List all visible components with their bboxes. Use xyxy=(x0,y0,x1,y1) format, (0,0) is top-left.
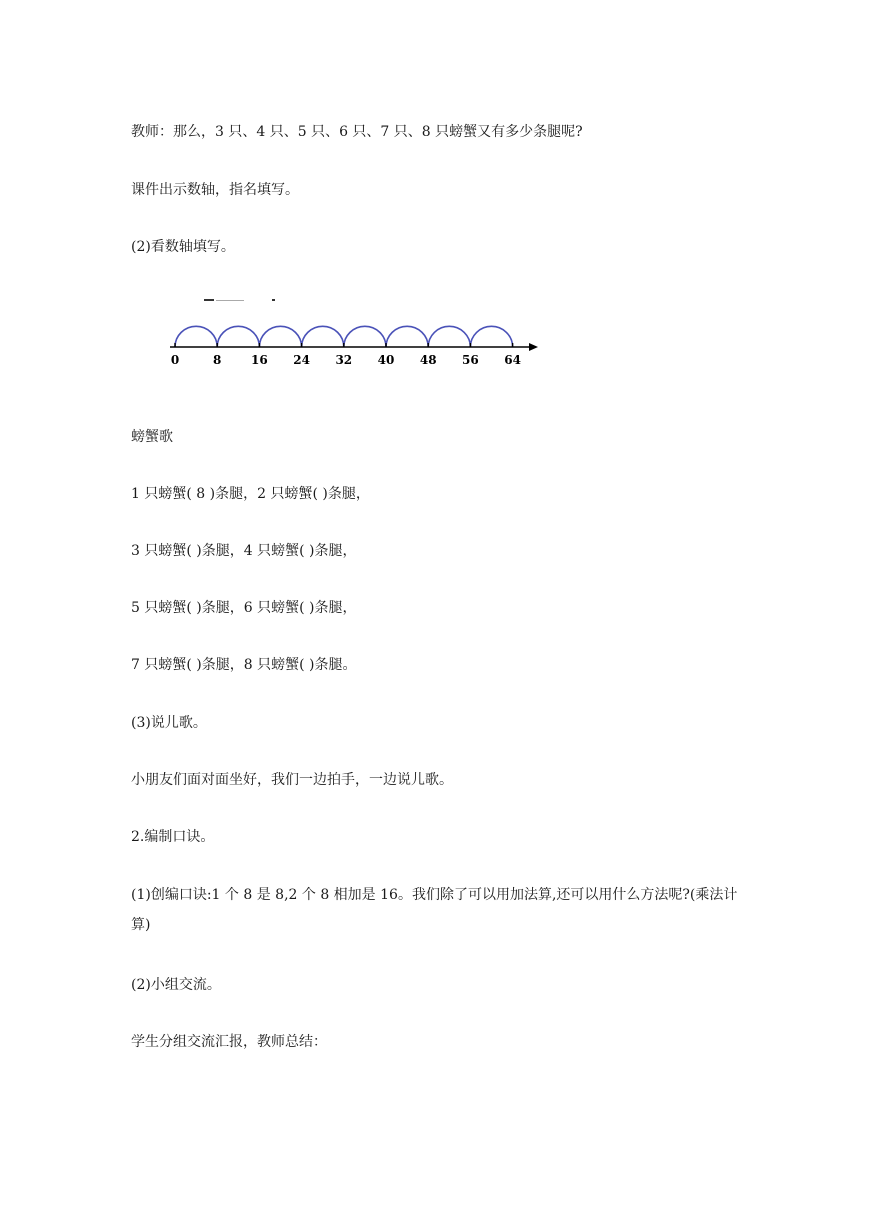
axis-arrow-icon xyxy=(529,343,538,351)
number-line-figure xyxy=(160,290,550,380)
jump-arc xyxy=(217,326,259,347)
jump-arc xyxy=(386,326,428,347)
section-heading: 2.编制口诀。 xyxy=(131,829,215,845)
tick-labels xyxy=(171,353,521,367)
number-line-header-mark xyxy=(204,299,275,301)
song-line-1: 1 只螃蟹( 8 )条腿，2 只螃蟹( )条腿， xyxy=(131,486,370,502)
tick-label: 56 xyxy=(462,353,479,367)
tick-label: 40 xyxy=(377,353,395,367)
tick-label: 0 xyxy=(170,353,180,367)
tick-label: 8 xyxy=(213,353,222,367)
song-line-4: 7 只螃蟹( )条腿，8 只螃蟹( )条腿。 xyxy=(131,657,357,673)
jump-arc xyxy=(344,326,386,347)
paragraph-summary: 学生分组交流汇报，教师总结： xyxy=(131,1034,327,1050)
song-title: 螃蟹歌 xyxy=(131,429,173,445)
paragraph-question: 教师：那么，3 只、4 只、5 只、6 只、7 只、8 只螃蟹又有多少条腿呢? xyxy=(131,124,583,140)
song-line-2: 3 只螃蟹( )条腿，4 只螃蟹( )条腿， xyxy=(131,543,357,559)
jump-arc xyxy=(302,326,344,347)
paragraph-group-exchange: (2)小组交流。 xyxy=(131,977,221,993)
jump-arc xyxy=(175,326,217,347)
paragraph-courseware: 课件出示数轴，指名填写。 xyxy=(131,182,299,198)
paragraph-step-3: (3)说儿歌。 xyxy=(131,715,207,731)
jump-arc xyxy=(470,326,512,347)
tick-label: 48 xyxy=(419,353,437,367)
paragraph-create-formula: (1)创编口诀:1 个 8 是 8,2 个 8 相加是 16。我们除了可以用加法算,还可以用什么方法呢?(乘法计算) xyxy=(131,887,738,933)
paragraph-instruction: 小朋友们面对面坐好，我们一边拍手，一边说儿歌。 xyxy=(131,772,453,788)
song-line-3: 5 只螃蟹( )条腿，6 只螃蟹( )条腿， xyxy=(131,600,357,616)
tick-label: 32 xyxy=(335,353,353,367)
tick-label: 24 xyxy=(293,353,310,367)
jump-arc xyxy=(428,326,470,347)
tick-label: 64 xyxy=(504,353,521,367)
jump-arc xyxy=(259,326,301,347)
tick-label: 16 xyxy=(251,353,268,367)
paragraph-step-2: (2)看数轴填写。 xyxy=(131,239,235,255)
